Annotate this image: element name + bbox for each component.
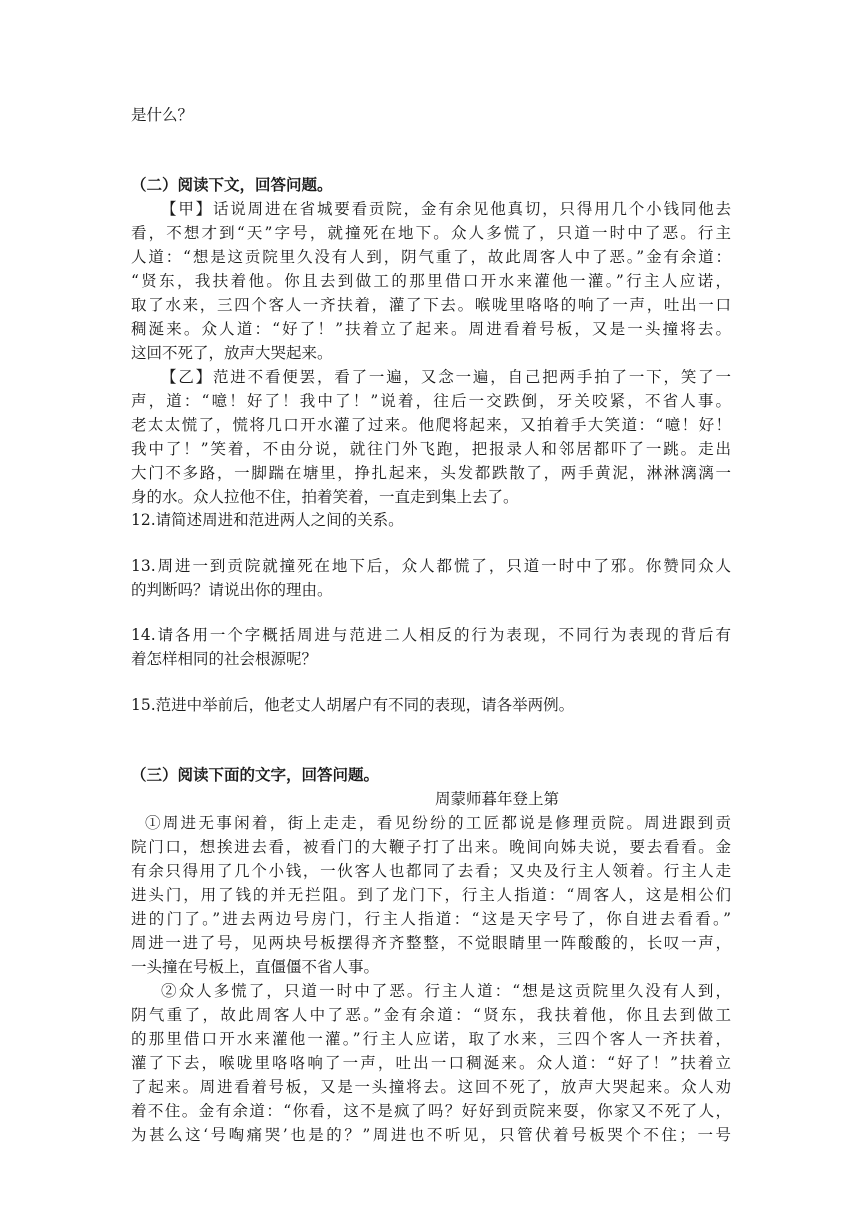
text-line: ①周进无事闲着，街上走走，看见纷纷的工匠都说是修理贡院。周进跟到贡 [145, 814, 731, 832]
text-line: 进头门，用了钱的并无拦阻。到了龙门下，行主人指道：“周客人，这是相公们 [131, 886, 731, 904]
text-line: 周进一进了号，见两块号板摆得齐齐整整，不觉眼睛里一阵酸酸的，长叹一声， [131, 934, 731, 952]
text-line: 身的水。众人拉他不住，拍着笑着，一直走到集上去了。 [131, 488, 519, 506]
text-line: 为甚么这‘号啕痛哭’也是的？”周进也不听见，只管伏着号板哭个不住；一号 [131, 1126, 731, 1144]
text-line: 【甲】话说周进在省城要看贡院，金有余见他真切，只得用几个小钱同他去 [161, 200, 731, 218]
text-line: 13.周进一到贡院就撞死在地下后，众人都慌了，只道一时中了邪。你赞同众人 [131, 557, 731, 575]
text-line: “贤东，我扶着他。你且去到做工的那里借口开水来灌他一灌。”行主人应诺， [131, 272, 731, 290]
text-line: 有余只得用了几个小钱，一伙客人也都同了去看；又央及行主人领着。行主人走 [131, 862, 731, 880]
text-line: 灌了下去，喉咙里咯咯响了一声，吐出一口稠涎来。众人道：“好了！”扶着立 [131, 1054, 731, 1072]
text-line: 取了水来，三四个客人一齐扶着，灌了下去。喉咙里咯咯的响了一声，吐出一口 [131, 296, 731, 314]
text-line: （二）阅读下文，回答问题。 [131, 175, 333, 194]
text-line: 的那里借口开水来灌他一灌。”行主人应诺，取了水来，三四个客人一齐扶着， [131, 1030, 731, 1048]
passage-subtitle: 周蒙师暮年登上第 [435, 790, 560, 808]
text-line: 稠涎来。众人道：“好了！”扶着立了起来。周进看着号板，又是一头撞将去。 [131, 320, 731, 338]
text-line: 这回不死了，放声大哭起来。 [131, 344, 333, 362]
text-line: ②众人多慌了，只道一时中了恶。行主人道：“想是这贡院里久没有人到， [161, 982, 731, 1000]
text-line: 进的门了。”进去两边号房门，行主人指道：“这是天字号了，你自进去看看。” [131, 910, 731, 928]
text-line: （三）阅读下面的文字，回答问题。 [131, 765, 380, 784]
text-line: 人道：“想是这贡院里久没有人到，阴气重了，故此周客人中了恶。”金有余道： [131, 248, 731, 266]
text-line: 15.范进中举前后，他老丈人胡屠户有不同的表现，请各举两例。 [131, 696, 575, 714]
text-line: 大门不多路，一脚踹在塘里，挣扎起来，头发都跌散了，两手黄泥，淋淋漓漓一 [131, 464, 731, 482]
text-line: 看，不想才到“天”字号，就撞死在地下。众人多慌了，只道一时中了恶。行主 [131, 224, 731, 242]
text-line: 一头撞在号板上，直僵僵不省人事。 [131, 958, 380, 976]
text-line: 院门口，想挨进去看，被看门的大鞭子打了出来。晚间向姊夫说，要去看看。金 [131, 838, 731, 856]
text-line: 着不住。金有余道：“你看，这不是疯了吗？好好到贡院来耍，你家又不死了人， [131, 1102, 731, 1120]
text-line: 12.请简述周进和范进两人之间的关系。 [131, 511, 404, 529]
text-line: 我中了！”笑着，不由分说，就往门外飞跑，把报录人和邻居都吓了一跳。走出 [131, 440, 731, 458]
text-line: 【乙】范进不看便罢，看了一遍，又念一遍，自己把两手拍了一下，笑了一 [161, 368, 731, 386]
text-line: 老太太慌了，慌将几口开水灌了过来。他爬将起来，又拍着手大笑道：“噫！好！ [131, 416, 731, 434]
text-line: 14.请各用一个字概括周进与范进二人相反的行为表现，不同行为表现的背后有 [131, 626, 731, 644]
text-line: 阴气重了，故此周客人中了恶。”金有余道：“贤东，我扶着他，你且去到做工 [131, 1006, 731, 1024]
text-line: 了起来。周进看着号板，又是一头撞将去。这回不死了，放声大哭起来。众人劝 [131, 1078, 731, 1096]
text-line: 是什么？ [131, 106, 194, 124]
text-line: 的判断吗？请说出你的理由。 [131, 581, 333, 599]
text-line: 着怎样相同的社会根源呢？ [131, 650, 318, 668]
text-line: 声，道：“噫！好了！我中了！”说着，往后一交跌倒，牙关咬紧，不省人事。 [131, 392, 731, 410]
